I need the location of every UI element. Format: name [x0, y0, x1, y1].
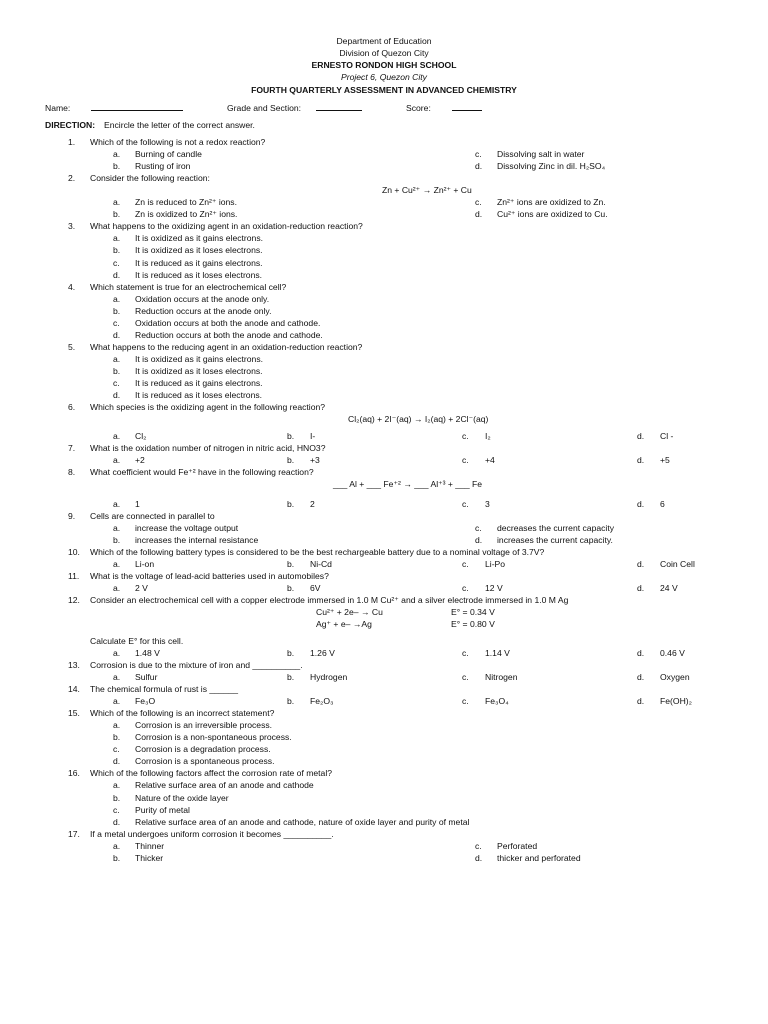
option-letter: b. [287, 431, 295, 442]
option-letter: d. [113, 269, 121, 280]
option-text: Rusting of iron [135, 161, 191, 172]
option-letter: c. [113, 257, 120, 268]
option-text: Purity of metal [135, 804, 190, 815]
option-letter: c. [475, 149, 482, 160]
question-text: Which statement is true for an electrochemical cell? [90, 281, 287, 292]
option-letter: a. [113, 696, 121, 707]
option-letter: b. [113, 792, 121, 803]
question-number: 3. [68, 221, 76, 232]
option-text: Cl₂ [135, 431, 147, 442]
question-number: 4. [68, 281, 76, 292]
reaction-equation: Cl₂(aq) + 2I⁻(aq) → I₂(aq) + 2Cl⁻(aq) [348, 414, 489, 425]
option-text: +4 [485, 455, 495, 466]
option-text: It is reduced as it gains electrons. [135, 257, 263, 268]
option-text: Hydrogen [310, 672, 348, 683]
option-letter: a. [113, 647, 121, 658]
option-text: Fe(OH)₂ [660, 696, 692, 707]
grade-section-field[interactable] [316, 102, 362, 111]
option-text: Fe₃O₄ [485, 696, 509, 707]
option-letter: d. [637, 582, 645, 593]
option-letter: d. [113, 329, 121, 340]
potential-copper: E° = 0.34 V [451, 606, 495, 617]
option-letter: b. [287, 672, 295, 683]
question-text: Which of the following is not a redox reaction? [90, 137, 266, 147]
option-text: Nature of the oxide layer [135, 792, 229, 803]
option-letter: b. [287, 647, 295, 658]
exam-title: FOURTH QUARTERLY ASSESSMENT IN ADVANCED CHEMISTRY [251, 85, 517, 95]
option-letter: a. [113, 197, 121, 208]
option-text: It is oxidized as it loses electrons. [135, 245, 263, 256]
question-text: What is the oxidation number of nitrogen in nitric acid, HNO3? [90, 443, 326, 454]
option-letter: b. [287, 558, 295, 569]
question-text: Which of the following factors affect the corrosion rate of metal? [90, 768, 333, 779]
option-letter: b. [287, 455, 295, 466]
option-text: Reduction occurs at both the anode and cathode. [135, 329, 323, 340]
option-text: Relative surface area of an anode and cathode [135, 780, 314, 791]
question-text: Which species is the oxidizing agent in the following reaction? [90, 402, 326, 413]
potential-silver: E° = 0.80 V [451, 619, 495, 629]
question-text: Consider an electrochemical cell with a copper electrode immersed in 1.0 M Cu²⁺ and a silver electrode immersed in 1.0 M Ag [90, 594, 569, 605]
option-letter: c. [462, 672, 469, 683]
option-text: It is reduced as it gains electrons. [135, 378, 263, 388]
option-text: Coin Cell [660, 558, 695, 569]
question-number: 8. [68, 467, 76, 478]
question-text: What happens to the reducing agent in an oxidation-reduction reaction? [90, 341, 363, 352]
reaction-equation: ___ Al + ___ Fe⁺² → ___ Al⁺³ + ___ Fe [333, 479, 483, 490]
option-text: Thicker [135, 852, 164, 863]
option-letter: a. [113, 353, 121, 364]
option-letter: a. [113, 720, 121, 731]
option-text: 1.26 V [310, 647, 335, 658]
option-text: Relative surface area of an anode and cathode, nature of oxide layer and purity of metal [135, 816, 470, 827]
option-letter: b. [113, 245, 121, 256]
option-letter: a. [113, 431, 121, 442]
question-number: 17. [68, 828, 80, 839]
option-text: Cl - [660, 431, 674, 442]
option-letter: b. [113, 305, 121, 316]
option-text: thicker and perforated [497, 852, 581, 863]
option-text: 6V [310, 582, 321, 593]
option-text: 1 [135, 498, 140, 509]
question-number: 5. [68, 341, 76, 352]
option-text: It is reduced as it loses electrons. [135, 269, 263, 280]
school-name: ERNESTO RONDON HIGH SCHOOL [311, 60, 457, 70]
question-number: 10. [68, 546, 80, 557]
question-number: 2. [68, 173, 76, 184]
question-number: 11. [68, 570, 80, 581]
question-number: 13. [68, 659, 80, 670]
option-text: Oxidation occurs at the anode only. [135, 293, 270, 304]
option-text: decreases the current capacity [497, 522, 615, 533]
question-text: Cells are connected in parallel to [90, 510, 215, 521]
option-text: +3 [310, 455, 320, 466]
option-text: 1.48 V [135, 647, 160, 658]
option-text: 12 V [485, 582, 503, 593]
option-letter: c. [113, 378, 120, 388]
option-letter: c. [462, 455, 469, 466]
option-letter: c. [113, 317, 120, 328]
option-text: Reduction occurs at the anode only. [135, 305, 272, 316]
option-text: Thinner [135, 840, 165, 851]
option-text: Corrosion is an irreversible process. [135, 720, 273, 731]
question-number: 6. [68, 402, 76, 413]
option-text: Oxidation occurs at both the anode and cathode. [135, 317, 321, 328]
option-text: Perforated [497, 840, 538, 851]
option-text: I₂ [485, 431, 491, 442]
option-text: Dissolving salt in water [497, 149, 585, 160]
option-letter: d. [637, 672, 645, 683]
option-text: Ni-Cd [310, 558, 332, 569]
option-letter: a. [113, 582, 121, 593]
option-letter: b. [287, 696, 295, 707]
option-letter: c. [462, 558, 469, 569]
option-letter: c. [462, 696, 469, 707]
score-field[interactable] [452, 102, 482, 111]
option-letter: c. [462, 431, 469, 442]
option-letter: b. [287, 498, 295, 509]
question-number: 12. [68, 594, 80, 605]
direction-text: Encircle the letter of the correct answer. [104, 120, 255, 130]
name-label: Name: [45, 103, 71, 113]
division-line: Division of Quezon City [339, 48, 429, 58]
option-text: Burning of candle [135, 149, 202, 160]
direction-label: DIRECTION: [45, 120, 96, 130]
question-text: Corrosion is due to the mixture of iron and __________. [90, 659, 303, 670]
option-letter: d. [637, 455, 645, 466]
option-text: Zn²⁺ ions are oxidized to Zn. [497, 197, 606, 208]
option-letter: c. [462, 582, 469, 593]
question-text: The chemical formula of rust is ______ [90, 684, 239, 695]
option-letter: d. [475, 534, 483, 545]
option-text: It is oxidized as it loses electrons. [135, 365, 263, 376]
option-text: +2 [135, 455, 145, 466]
option-text: It is oxidized as it gains electrons. [135, 353, 264, 364]
option-text: 6 [660, 498, 665, 509]
option-text: Fe₃O [135, 696, 156, 707]
question-text: What happens to the oxidizing agent in an oxidation-reduction reaction? [90, 221, 363, 232]
option-letter: c. [475, 840, 482, 851]
option-text: Cu²⁺ ions are oxidized to Cu. [497, 209, 608, 220]
option-letter: b. [287, 582, 295, 593]
option-letter: d. [637, 498, 645, 509]
name-field[interactable] [91, 102, 183, 111]
question-number: 15. [68, 708, 80, 719]
option-letter: a. [113, 455, 121, 466]
option-letter: c. [475, 522, 482, 533]
option-letter: a. [113, 233, 121, 244]
option-letter: a. [113, 558, 121, 569]
option-text: Li-on [135, 558, 155, 569]
option-letter: d. [637, 431, 645, 442]
option-text: increase the voltage output [135, 522, 239, 533]
question-number: 14. [68, 684, 80, 695]
option-letter: d. [475, 161, 483, 172]
option-text: Nitrogen [485, 672, 518, 683]
option-letter: c. [462, 498, 469, 509]
option-letter: a. [113, 149, 121, 160]
grade-section-label: Grade and Section: [227, 103, 302, 113]
option-letter: a. [113, 840, 121, 851]
option-text: Corrosion is a non-spontaneous process. [135, 732, 292, 743]
option-letter: b. [113, 209, 121, 220]
option-letter: d. [475, 852, 483, 863]
option-text: Dissolving Zinc in dil. H₂SO₄ [497, 161, 606, 172]
half-reaction-copper: Cu²⁺ + 2e– → Cu [316, 606, 383, 617]
calculate-instruction: Calculate E° for this cell. [90, 635, 184, 646]
option-letter: b. [113, 732, 121, 743]
option-text: 3 [485, 498, 490, 509]
option-letter: b. [113, 534, 121, 545]
option-text: 2 [310, 498, 315, 509]
option-letter: a. [113, 672, 121, 683]
option-text: Corrosion is a degradation process. [135, 744, 271, 755]
question-text: Consider the following reaction: [90, 173, 210, 184]
option-text: Corrosion is a spontaneous process. [135, 756, 275, 767]
option-text: +5 [660, 455, 670, 466]
question-text: What is the voltage of lead-acid batteries used in automobiles? [90, 570, 329, 581]
option-letter: b. [113, 161, 121, 172]
option-text: 1.14 V [485, 647, 510, 658]
question-number: 9. [68, 510, 76, 521]
option-letter: d. [637, 696, 645, 707]
option-text: I- [310, 431, 316, 442]
question-text: Which of the following battery types is considered to be the best rechargeable battery due to a nominal voltage of 3.7V? [90, 546, 545, 557]
option-letter: c. [113, 744, 120, 755]
question-text: Which of the following is an incorrect statement? [90, 708, 275, 719]
reaction-equation: Zn + Cu²⁺ → Zn²⁺ + Cu [382, 185, 472, 196]
score-label: Score: [406, 103, 431, 113]
option-letter: b. [113, 852, 121, 863]
question-number: 1. [68, 137, 76, 147]
school-address: Project 6, Quezon City [341, 72, 427, 82]
option-letter: b. [113, 365, 121, 376]
option-letter: c. [475, 197, 482, 208]
option-letter: a. [113, 780, 121, 791]
option-text: Sulfur [135, 672, 158, 683]
option-text: Fe₂O₃ [310, 696, 334, 707]
question-number: 7. [68, 443, 76, 454]
option-letter: d. [113, 756, 121, 767]
option-letter: a. [113, 522, 121, 533]
option-letter: d. [475, 209, 483, 220]
option-text: increases the current capacity. [497, 534, 613, 545]
option-text: 24 V [660, 582, 678, 593]
option-text: Zn is oxidized to Zn²⁺ ions. [135, 209, 238, 220]
option-text: 0.46 V [660, 647, 685, 658]
option-text: 2 V [135, 582, 148, 593]
question-text: If a metal undergoes uniform corrosion it becomes __________. [90, 828, 334, 839]
half-reaction-silver: Ag⁺ + e– →Ag [316, 619, 372, 629]
option-letter: a. [113, 498, 121, 509]
option-letter: d. [113, 390, 121, 401]
question-number: 16. [68, 768, 80, 779]
option-text: It is oxidized as it gains electrons. [135, 233, 264, 244]
option-letter: d. [113, 816, 121, 827]
option-letter: a. [113, 293, 121, 304]
option-text: increases the internal resistance [135, 534, 259, 545]
option-text: Zn is reduced to Zn²⁺ ions. [135, 197, 237, 208]
option-text: It is reduced as it loses electrons. [135, 390, 263, 401]
option-letter: c. [113, 804, 120, 815]
option-letter: d. [637, 558, 645, 569]
question-text: What coefficient would Fe⁺² have in the following reaction? [90, 467, 314, 478]
option-letter: c. [462, 647, 469, 658]
option-text: Oxygen [660, 672, 690, 683]
option-text: Li-Po [485, 558, 506, 569]
option-letter: d. [637, 647, 645, 658]
department-line: Department of Education [336, 36, 432, 46]
